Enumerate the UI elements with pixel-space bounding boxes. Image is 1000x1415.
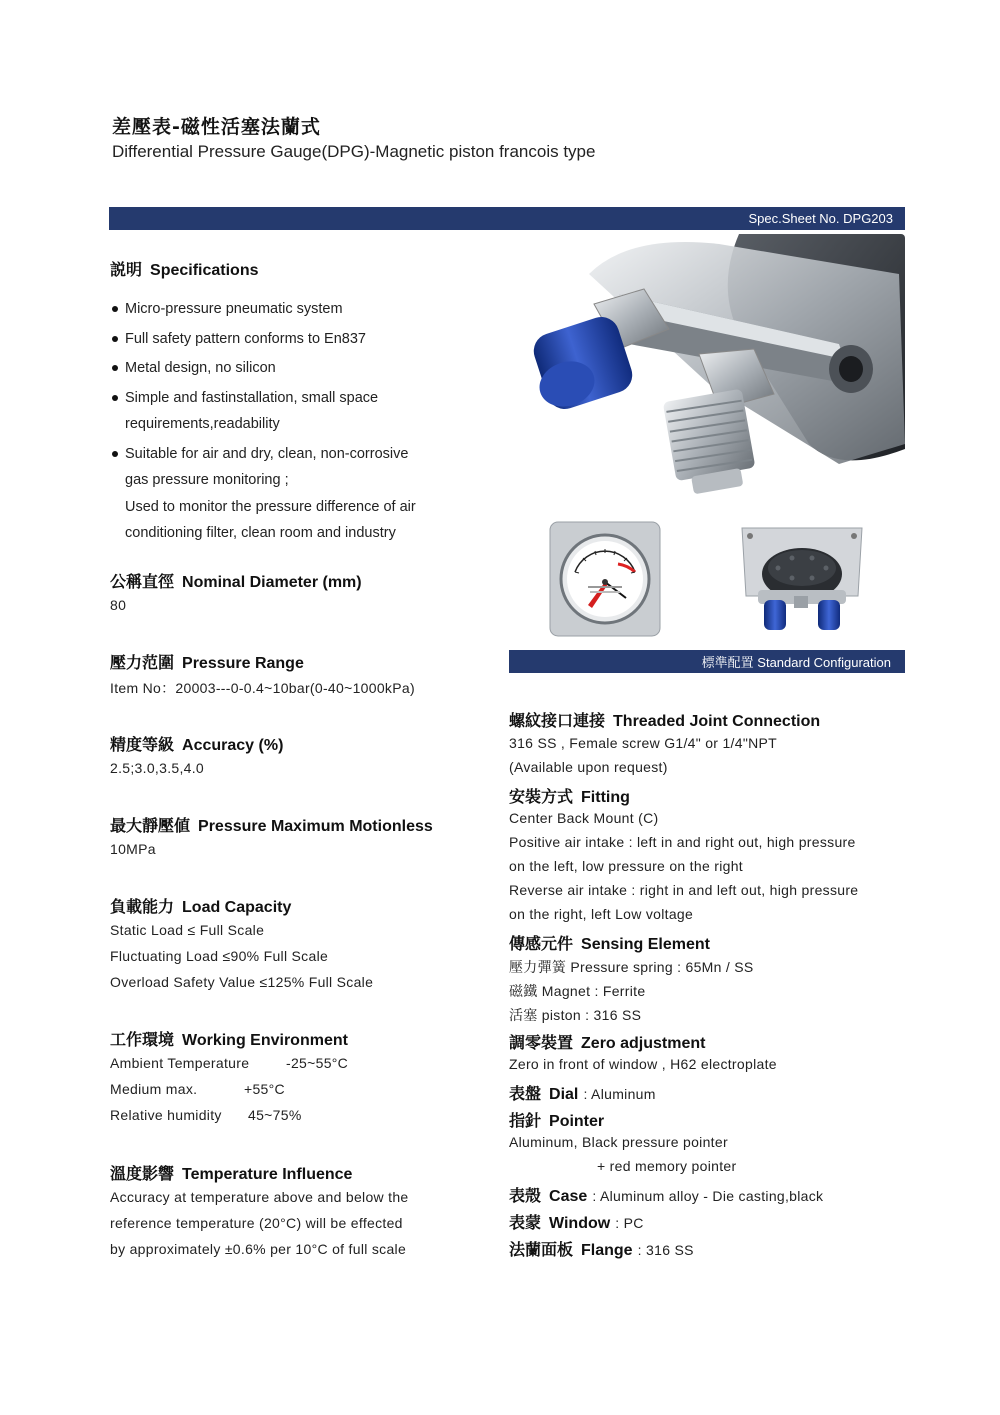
flange-heading-en: Flange — [581, 1242, 633, 1259]
spec-item-text: gas pressure monitoring ; — [125, 472, 289, 488]
specifications-heading-cn: 説明 — [110, 262, 143, 279]
load-capacity-heading-cn: 負載能力 — [110, 899, 175, 916]
working-environment-heading — [110, 1027, 348, 1050]
temperature-influence-heading-cn: 溫度影響 — [110, 1166, 175, 1183]
load-capacity-line: Fluctuating Load ≤90% Full Scale — [110, 948, 329, 964]
pointer-line: + red memory pointer — [597, 1158, 737, 1174]
sensing-element-line: 壓力彈簧 Pressure spring : 65Mn / SS — [509, 959, 754, 975]
specifications-heading-en: Specifications — [150, 262, 259, 279]
threaded-connection-line: (Available upon request) — [509, 759, 668, 775]
sensing-element-heading-cn: 傳感元件 — [509, 936, 574, 953]
spec-sheet-bar — [109, 207, 905, 230]
dial-heading-cn: 表盤 — [509, 1086, 542, 1103]
gauge-back-photo — [736, 522, 868, 638]
temperature-influence-line: Accuracy at temperature above and below the — [110, 1189, 409, 1205]
dial-value: : Aluminum — [583, 1086, 656, 1102]
load-capacity-line: Static Load ≤ Full Scale — [110, 922, 265, 938]
zero-adjustment-heading — [509, 1030, 705, 1053]
pressure-range-heading — [110, 650, 304, 673]
zero-adjustment-line: Zero in front of window , H62 electroplate — [509, 1056, 777, 1072]
accuracy-heading — [110, 732, 283, 755]
ambient-temperature-value: -25~55°C — [286, 1055, 349, 1071]
spec-item — [110, 385, 490, 438]
pointer-heading — [509, 1108, 604, 1131]
spec-item — [110, 441, 490, 547]
working-environment-heading-en: Working Environment — [182, 1032, 348, 1049]
flange-row — [509, 1237, 694, 1260]
dial-row — [509, 1081, 656, 1104]
window-heading-en: Window — [549, 1215, 611, 1232]
standard-configuration-bar — [509, 650, 905, 673]
title-chinese: 差壓表-磁性活塞法蘭式 — [112, 116, 321, 138]
zero-adjustment-heading-cn: 調零裝置 — [509, 1035, 574, 1052]
pressure-range-heading-cn: 壓力范圍 — [110, 655, 175, 672]
product-photo-fittings — [509, 234, 905, 516]
case-heading-cn: 表殼 — [509, 1188, 542, 1205]
threaded-connection-heading-en: Threaded Joint Connection — [613, 713, 821, 730]
fitting-heading-en: Fitting — [581, 789, 630, 806]
spec-item-text: Used to monitor the pressure difference of air — [125, 498, 416, 515]
spec-item-text: Full safety pattern conforms to En837 — [125, 330, 366, 347]
max-pressure-heading-en: Pressure Maximum Motionless — [198, 818, 433, 835]
fitting-heading-cn: 安裝方式 — [509, 789, 574, 806]
sensing-element-line: 活塞 piston : 316 SS — [509, 1007, 642, 1023]
window-value: : PC — [615, 1215, 644, 1231]
fitting-heading — [509, 784, 630, 807]
case-heading-en: Case — [549, 1188, 588, 1205]
fitting-line: Reverse air intake : right in and left out, high pressure — [509, 882, 859, 898]
max-pressure-heading-cn: 最大靜壓値 — [110, 818, 191, 835]
accuracy-value: 2.5;3.0,3.5,4.0 — [110, 760, 205, 776]
flange-heading — [509, 1242, 633, 1259]
pressure-range-heading-en: Pressure Range — [182, 655, 304, 672]
spec-item-text: Suitable for air and dry, clean, non-corrosive — [125, 445, 409, 462]
pointer-line: Aluminum, Black pressure pointer — [509, 1134, 728, 1150]
load-capacity-heading — [110, 894, 291, 917]
nominal-diameter-heading-en: Nominal Diameter (mm) — [182, 574, 362, 591]
load-capacity-line: Overload Safety Value ≤125% Full Scale — [110, 974, 374, 990]
dial-heading — [509, 1086, 578, 1103]
pointer-heading-en: Pointer — [549, 1113, 605, 1130]
pressure-range-value: Item No：20003---0-0.4~10bar(0-40~1000kPa) — [110, 680, 415, 696]
case-value: : Aluminum alloy - Die casting,black — [592, 1188, 824, 1204]
spec-item-text: Simple and fastinstallation, small space — [125, 389, 379, 406]
fitting-line: Center Back Mount (C) — [509, 810, 659, 826]
window-heading-cn: 表蒙 — [509, 1215, 542, 1232]
ambient-temperature-label: Ambient Temperature — [110, 1055, 250, 1071]
flange-value: : 316 SS — [637, 1242, 694, 1258]
temperature-influence-heading — [110, 1161, 352, 1184]
fitting-line: on the left, low pressure on the right — [509, 858, 743, 874]
dial-heading-en: Dial — [549, 1086, 579, 1103]
fitting-line: Positive air intake : left in and right out, high pressure — [509, 834, 856, 850]
pointer-heading-cn: 指針 — [509, 1113, 542, 1130]
nominal-diameter-value: 80 — [110, 597, 127, 613]
title-english: Differential Pressure Gauge(DPG)-Magnetic piston francois type — [112, 142, 596, 161]
threaded-connection-heading — [509, 708, 820, 731]
spec-item — [110, 355, 490, 382]
max-pressure-value: 10MPa — [110, 841, 156, 857]
temperature-influence-line: by approximately ±0.6% per 10°C of full scale — [110, 1241, 407, 1257]
zero-adjustment-heading-en: Zero adjustment — [581, 1035, 706, 1052]
threaded-connection-line: 316 SS , Female screw G1/4" or 1/4"NPT — [509, 735, 777, 751]
working-environment-heading-cn: 工作環境 — [110, 1032, 175, 1049]
medium-max-label: Medium max. — [110, 1081, 198, 1097]
spec-item — [110, 296, 490, 323]
case-row — [509, 1183, 823, 1206]
threaded-connection-heading-cn: 螺紋接口連接 — [509, 713, 606, 730]
spec-item-text: Micro-pressure pneumatic system — [125, 301, 343, 317]
spec-sheet-number: Spec.Sheet No. DPG203 — [748, 211, 893, 226]
spec-item-text: Metal design, no silicon — [125, 360, 276, 376]
nominal-diameter-heading-cn: 公稱直徑 — [110, 574, 175, 591]
spec-item-text: conditioning filter, clean room and industry — [125, 525, 396, 541]
sensing-element-heading — [509, 931, 710, 954]
window-heading — [509, 1215, 610, 1232]
temperature-influence-line: reference temperature (20°C) will be effected — [110, 1215, 403, 1231]
relative-humidity-value: 45~75% — [248, 1107, 302, 1123]
temperature-influence-heading-en: Temperature Influence — [182, 1166, 353, 1183]
case-heading — [509, 1188, 587, 1205]
specifications-list — [110, 296, 490, 550]
max-pressure-heading — [110, 813, 433, 836]
accuracy-heading-cn: 精度等級 — [110, 737, 175, 754]
specifications-heading — [110, 257, 259, 280]
accuracy-heading-en: Accuracy (%) — [182, 737, 284, 754]
medium-max-value: +55°C — [244, 1081, 285, 1097]
relative-humidity-label: Relative humidity — [110, 1107, 222, 1123]
load-capacity-heading-en: Load Capacity — [182, 899, 292, 916]
flange-heading-cn: 法蘭面板 — [509, 1242, 574, 1259]
spec-item-text: requirements,readability — [125, 416, 280, 432]
fitting-line: on the right, left Low voltage — [509, 906, 694, 922]
standard-configuration-label: 標準配置 Standard Configuration — [701, 655, 891, 670]
nominal-diameter-heading — [110, 569, 362, 592]
sensing-element-line: 磁鐵 Magnet : Ferrite — [509, 983, 646, 999]
sensing-element-heading-en: Sensing Element — [581, 936, 710, 953]
spec-item — [110, 326, 490, 353]
gauge-front-photo — [548, 520, 662, 638]
window-row — [509, 1210, 644, 1233]
